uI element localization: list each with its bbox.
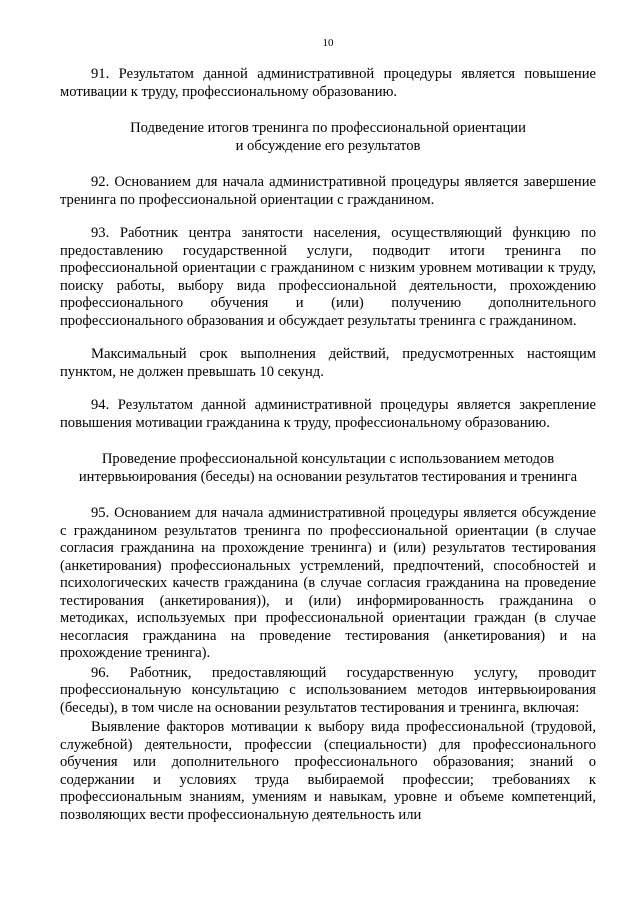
document-body: [60, 66, 596, 824]
section-heading-line: и обсуждение его результатов: [235, 137, 421, 154]
paragraph-93: 93. Работник центра занятости населения, осуществляющий функцию по предоставлению государственной услуги, подводит итоги тренинга по профессиональной ориентации с гражданином с низким уровнем мотивации к труду, поиску работы, выбору вида профессиональной деятельности, прохождению профессионального обучения и (или) получению дополнительного профессионального образования и обсуждает результаты тренинга с гражданином.: [60, 225, 596, 329]
paragraph-94: 94. Результатом данной административной процедуры является закрепление повышения мотивации гражданина к труду, профессиональному образованию.: [60, 397, 596, 431]
section-heading-line: интервьюирования (беседы) на основании результатов тестирования и тренинга: [78, 468, 578, 485]
section-heading-line: Проведение профессиональной консультации с использованием методов: [101, 451, 555, 467]
paragraph-93-deadline: Максимальный срок выполнения действий, предусмотренных настоящим пунктом, не должен превышать 10 секунд.: [60, 346, 596, 380]
paragraph-92: 92. Основанием для начала административной процедуры является завершение тренинга по профессиональной ориентации с гражданином.: [60, 174, 596, 208]
page-number: 10: [322, 37, 334, 49]
paragraph-91: 91. Результатом данной административной процедуры является повышение мотивации к труду, профессиональному образованию.: [60, 66, 596, 100]
paragraph-96: 96. Работник, предоставляющий государственную услугу, проводит профессиональную консультацию с использованием методов интервьюирования (беседы), в том числе на основании результатов тестирования и тренинга, включая:: [60, 664, 596, 716]
section-heading-training-results: [60, 120, 596, 155]
section-heading-consultation: [60, 451, 596, 486]
paragraph-95: 95. Основанием для начала административной процедуры является обсуждение с гражданином результатов тренинга по профессиональной ориентации (в случае согласия гражданина на прохождение тренинга) и (или) результатов тестирования (анкетирования) профессиональных устремлений, предпочтений, способностей и психологических качеств гражданина (в случае согласия гражданина на проведение тестирования (анкетирования)), и (или) информированность гражданина о методиках, используемых при профессиональной ориентации граждан (в случае несогласия гражданина на проведение тестирования (анкетирования) и на прохождение тренинга).: [60, 505, 596, 661]
paragraph-96-item: Выявление факторов мотивации к выбору вида профессиональной (трудовой, служебной) деятельности, профессии (специальности) для профессионального обучения или дополнительного профессионального образования; знаний о содержании и условиях труда выбираемой профессии; требованиях к профессиональным знаниям, умениям и навыкам, уровне и объеме компетенций, позволяющих вести профессиональную деятельность или: [60, 719, 596, 823]
section-heading-line: Подведение итогов тренинга по профессиональной ориентации: [130, 120, 526, 136]
